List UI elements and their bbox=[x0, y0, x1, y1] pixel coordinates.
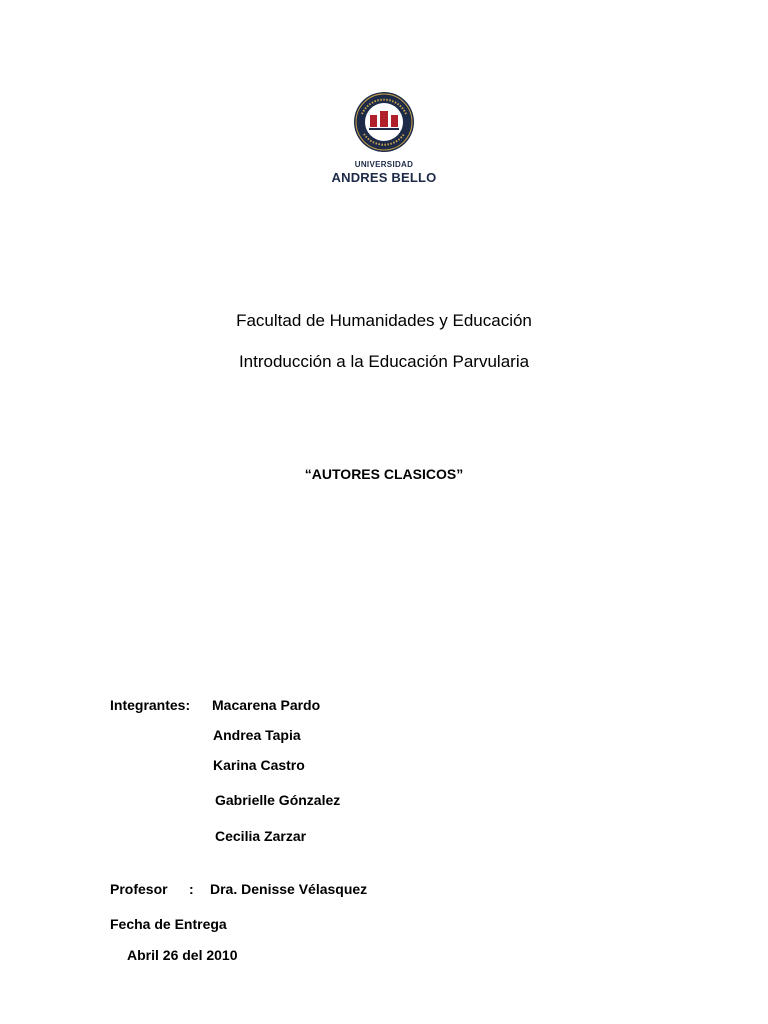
professor-label: Profesor bbox=[110, 881, 168, 897]
delivery-date: Abril 26 del 2010 bbox=[127, 947, 238, 963]
delivery-label: Fecha de Entrega bbox=[110, 916, 227, 932]
members-label: Integrantes: bbox=[110, 697, 191, 713]
member-name: Andrea Tapia bbox=[213, 727, 301, 743]
course-heading: Introducción a la Educación Parvularia bbox=[238, 352, 530, 371]
university-logo bbox=[328, 90, 440, 190]
professor-separator: : bbox=[189, 881, 194, 897]
member-name: Cecilia Zarzar bbox=[215, 828, 307, 844]
faculty-heading: Facultad de Humanidades y Educación bbox=[236, 311, 532, 330]
logo-line-name: ANDRES BELLO bbox=[331, 170, 437, 185]
logo-line-universidad: UNIVERSIDAD bbox=[354, 160, 414, 169]
member-name: Macarena Pardo bbox=[212, 697, 321, 713]
member-name: Karina Castro bbox=[213, 757, 305, 773]
university-seal-icon bbox=[352, 90, 416, 156]
document-title: “AUTORES CLASICOS” bbox=[304, 466, 464, 482]
member-name: Gabrielle Gónzalez bbox=[215, 792, 341, 808]
professor-name: Dra. Denisse Vélasquez bbox=[210, 881, 368, 897]
